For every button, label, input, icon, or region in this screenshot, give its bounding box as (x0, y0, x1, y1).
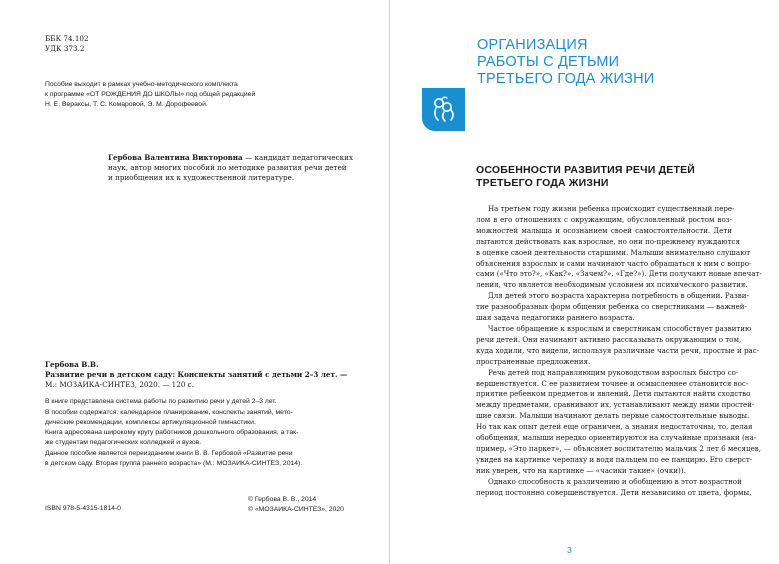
copyright-line: © Гербова В. В., 2014 (248, 496, 317, 503)
author-note-text: наук, автор многих пособий по методике развития речи детей (108, 163, 347, 172)
body-line: пример, «Это паркет», — объясняет воспитателю мальчик 2 лет 6 месяцев, (476, 443, 762, 453)
body-line: ник уверен, что на картинке — «часики такие» (очки)). (476, 465, 686, 475)
body-line: пространенные предложения. (476, 356, 591, 366)
body-line: Для детей этого возраста характерна потребность в общении. Разви- (488, 291, 749, 301)
isbn: ISBN 978-5-4315-1814-0 (45, 505, 121, 512)
body-line: Речь детей под направляющим руководством взрослых быстро со- (488, 367, 739, 377)
child-faces-icon (430, 95, 457, 123)
body-line: можностей малыша и осознанием своей самостоятельности. Дети (476, 225, 732, 235)
annotation-paragraph (45, 428, 367, 448)
body-line: сами («Что это?», «Как?», «Зачем?», «Где?»). Дети получают новые впечат- (476, 269, 762, 279)
body-line: увидев на картинке черепаху и водя пальцем по ее панцирю. Его сверст- (476, 454, 753, 464)
annotation-paragraph (45, 408, 367, 428)
body-line: тие разнообразных форм общения ребенка со сверстниками — важней- (476, 302, 747, 312)
biblio-title: Развитие речи в детском саду: Конспекты занятий с детьми 2–3 лет. — (45, 370, 348, 379)
body-line: куда ходили, что видели, используя различные части речи, простые и рас- (476, 345, 760, 355)
body-line: На третьем году жизни ребенка происходит существенный пере- (488, 204, 735, 213)
author-name: Гербова Валентина Викторовна (108, 153, 243, 162)
annotation-line: в детском саду. Вторая группа раннего возраста» (М.: МОЗАИКА-СИНТЕЗ, 2014). (45, 459, 303, 467)
author-note-text: — кандидат педагогических (242, 153, 354, 162)
udk-code: УДК 373.2 (45, 44, 85, 53)
body-line: период постоянно совершенствуется. Дети независимо от цвета, формы, (476, 487, 752, 497)
section-title (477, 37, 654, 88)
author-note-text: и приобщения их к художественной литературе. (108, 173, 295, 182)
right-page (390, 0, 779, 564)
section-title-line: ОРГАНИЗАЦИЯ (477, 37, 588, 53)
annotation-line: дические рекомендации, комплексы артикуляционной гимнастики. (45, 418, 256, 426)
body-line: Частое обращение к взрослым и сверстникам способствует развитию (488, 323, 752, 333)
body-text (476, 204, 762, 498)
annotation-line: В книге представлена система работы по развитию речи у детей 2–3 лет. (45, 398, 277, 405)
page-number: 3 (567, 545, 572, 555)
bibliographic-record (45, 360, 365, 390)
series-note (45, 80, 365, 110)
copyright-line: © «МОЗАИКА-СИНТЕЗ», 2020 (248, 506, 344, 513)
biblio-publisher: М.: МОЗАИКА-СИНТЕЗ, 2020. — 120 с. (45, 380, 194, 389)
left-page (0, 0, 389, 564)
body-line: приятие ребенком предметов и явлений. Дети пытаются найти сходство (476, 389, 751, 399)
classification-codes (45, 34, 89, 54)
annotation-paragraph (45, 397, 367, 407)
chapter-heading (476, 164, 695, 190)
series-line: Пособие выходит в рамках учебно-методического комплекта (45, 81, 238, 88)
bbk-code: ББК 74.102 (45, 34, 89, 43)
copyright (248, 495, 344, 515)
body-line: Однако способность к различению и обобщению в этот возрастной (488, 476, 742, 486)
section-title-line: РАБОТЫ С ДЕТЬМИ (477, 54, 620, 70)
section-badge (422, 88, 465, 131)
body-line: в оценке своей деятельности старшими. Малыши внимательно слушают (476, 247, 751, 257)
biblio-author: Гербова В.В. (45, 360, 99, 369)
body-line: вершенствуется. С ее развитием точнее и осмысленнее становится вос- (476, 378, 749, 388)
body-line: пытаются действовать как взрослые, но они по-прежнему нуждаются (476, 236, 740, 246)
annotation (45, 397, 367, 470)
series-line: к программе «ОТ РОЖДЕНИЯ ДО ШКОЛЫ» под общей редакцией (45, 91, 256, 98)
section-title-line: ТРЕТЬЕГО ГОДА ЖИЗНИ (477, 71, 655, 87)
body-line: ления, что является необходимым условием их психического развития. (476, 280, 748, 290)
body-line: шие связи. Малыши начинают делать первые самостоятельные выводы. (476, 411, 750, 421)
annotation-paragraph (45, 449, 367, 469)
author-note (108, 153, 363, 183)
body-line: шая задача педагогики раннего возраста. (476, 313, 635, 323)
body-line: между предметами, сравнивают их, устанавливают между ними простей- (476, 400, 755, 410)
chapter-heading-line: ОСОБЕННОСТИ РАЗВИТИЯ РЕЧИ ДЕТЕЙ (476, 164, 696, 176)
body-line: обобщения, малыши нередко ориентируются на случайные признаки (на- (476, 433, 757, 443)
chapter-heading-line: ТРЕТЬЕГО ГОДА ЖИЗНИ (476, 177, 609, 189)
body-line: объяснения взрослых и сами начинают часто обращаться к ним с вопро- (476, 258, 752, 268)
annotation-line: Данное пособие является переизданием книги В. В. Гербовой «Развитие речи (45, 449, 293, 457)
body-line: лом в его отношениях с окружающим, обусловленный ростом воз- (476, 214, 732, 224)
annotation-line: В пособии содержатся: календарное планирование, конспекты занятий, мето- (45, 408, 293, 416)
annotation-line: же студентам педагогических колледжей и вузов. (45, 439, 202, 447)
annotation-line: Книга адресована широкому кругу работников дошкольного образования, а так- (45, 429, 299, 437)
body-line: Но так как опыт детей еще ограничен, а знания недостаточны, то, делая (476, 422, 753, 432)
series-line: Н. Е. Вераксы, Т. С. Комаровой, Э. М. Дорофеевой. (45, 101, 208, 108)
body-line: речи детей. Они начинают активно рассказывать окружающим о том, (476, 334, 742, 344)
